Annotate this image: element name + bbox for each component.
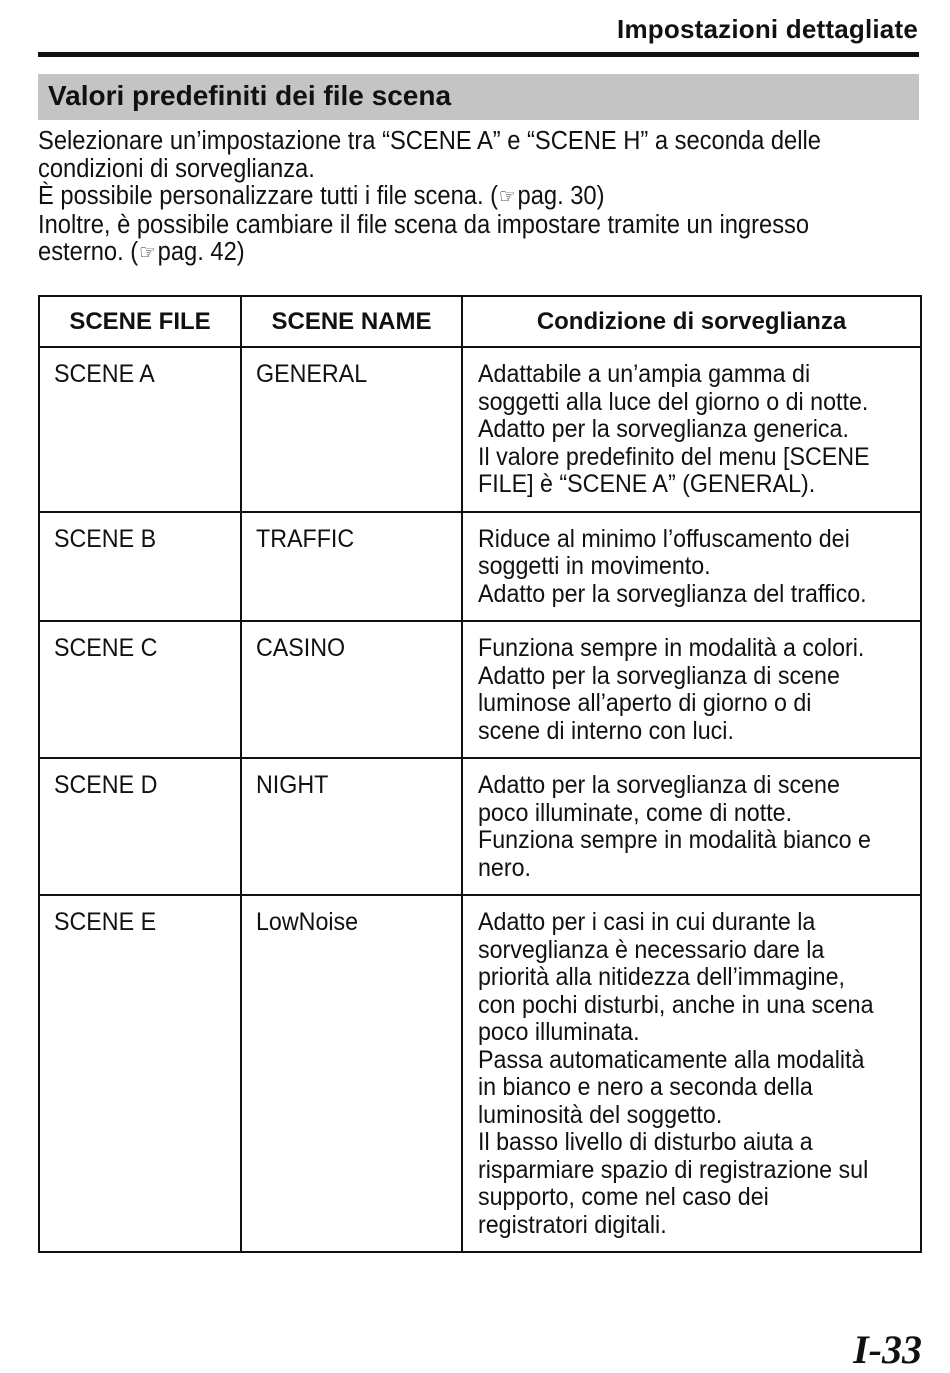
- scene-file-cell: [39, 621, 241, 758]
- table-row: [39, 621, 921, 758]
- scene-file-table: [38, 295, 922, 1253]
- scene-name-text: TRAFFIC: [256, 524, 355, 553]
- intro-line-1: Selezionare un’impostazione tra “SCENE A” e “SCENE H” a seconda delle condizioni di sorveglianza.: [38, 127, 821, 183]
- condition-text: Riduce al minimo l’offuscamento dei soggetti in movimento. Adatto per la sorveglianza del traffico.: [478, 524, 867, 608]
- table-row: [39, 512, 921, 622]
- pointing-hand-icon: ☞: [139, 242, 156, 264]
- page-number: I-33: [853, 1327, 922, 1372]
- intro-line-3-text: Inoltre, è possibile cambiare il file scena da impostare tramite un ingresso esterno. (: [38, 210, 810, 266]
- scene-file-text: SCENE C: [54, 634, 158, 662]
- section-title: Valori predefiniti dei file scena: [48, 80, 452, 111]
- condition-cell: [462, 512, 921, 622]
- column-header-scene-file: SCENE FILE: [39, 296, 241, 347]
- condition-cell: [462, 621, 921, 758]
- scene-file-text: SCENE A: [54, 360, 155, 388]
- scene-file-cell: [39, 347, 241, 512]
- pointing-hand-icon: ☞: [498, 186, 516, 208]
- table-row: [39, 758, 921, 895]
- column-header-condition: Condizione di sorveglianza: [462, 296, 921, 347]
- table-row: [39, 895, 921, 1252]
- condition-text: Funziona sempre in modalità a colori. Adatto per la sorveglianza di scene luminose all’aperto di giorno o di scene di interno con luci.: [478, 634, 865, 745]
- scene-name-text: LowNoise: [256, 908, 359, 936]
- page-header-title: Impostazioni dettagliate: [617, 14, 918, 44]
- table-header-row: [39, 296, 921, 347]
- intro-line-2-text: È possibile personalizzare tutti i file scena. (: [38, 182, 499, 210]
- scene-name-cell: [241, 895, 462, 1252]
- condition-cell: [462, 347, 921, 512]
- scene-file-text: SCENE D: [54, 771, 158, 799]
- intro-line-2: [38, 183, 861, 212]
- condition-text: Adatto per i casi in cui durante la sorveglianza è necessario dare la priorità alla nitidezza dell’immagine, con pochi disturbi, anche in una scena poco illuminata. Passa automaticamente alla modalità in bianco e nero a seconda della luminosità del soggetto. Il basso livello di disturbo aiuta a risparmiare spazio di registrazione sul supporto, come nel caso dei registratori digitali.: [478, 908, 874, 1239]
- scene-file-cell: [39, 895, 241, 1252]
- scene-file-cell: [39, 758, 241, 895]
- condition-cell: [462, 895, 921, 1252]
- scene-name-cell: [241, 347, 462, 512]
- scene-name-text: GENERAL: [256, 360, 368, 388]
- scene-file-cell: [39, 512, 241, 622]
- scene-name-cell: [241, 758, 462, 895]
- header-divider: [38, 52, 919, 57]
- section-heading-bar: [38, 74, 919, 120]
- scene-name-text: CASINO: [256, 634, 346, 662]
- page-reference-30[interactable]: pag. 30): [517, 182, 605, 210]
- page-reference-42[interactable]: pag. 42): [157, 238, 245, 266]
- scene-name-text: NIGHT: [256, 771, 329, 799]
- intro-paragraph: [38, 128, 861, 268]
- condition-cell: [462, 758, 921, 895]
- scene-file-text: SCENE B: [54, 524, 157, 553]
- condition-text: Adatto per la sorveglianza di scene poco illuminate, come di notte. Funziona sempre in modalità bianco e nero.: [478, 771, 871, 882]
- column-header-scene-name: SCENE NAME: [241, 296, 462, 347]
- scene-file-text: SCENE E: [54, 908, 157, 936]
- table-row: [39, 347, 921, 512]
- scene-name-cell: [241, 512, 462, 622]
- scene-name-cell: [241, 621, 462, 758]
- intro-line-3: [38, 212, 861, 268]
- condition-text: Adattabile a un’ampia gamma di soggetti alla luce del giorno o di notte. Adatto per la sorveglianza generica. Il valore predefinito del menu [SCENE FILE] è “SCENE A” (GENERAL).: [478, 360, 870, 498]
